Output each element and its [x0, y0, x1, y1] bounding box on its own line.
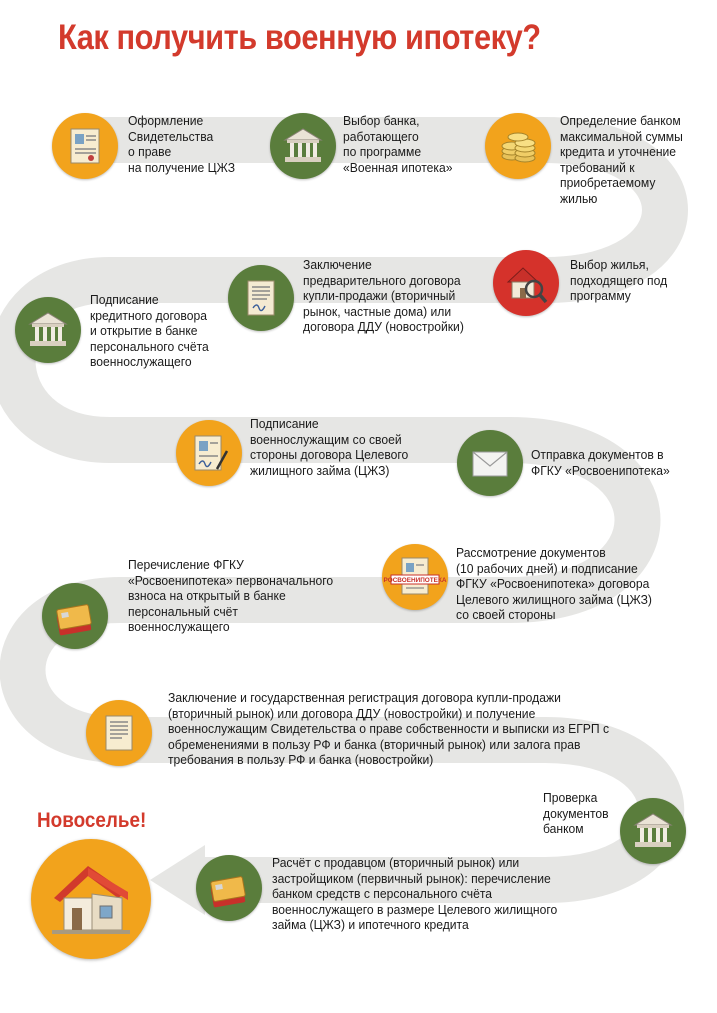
bank-icon — [620, 798, 686, 864]
bank-cards-icon — [42, 583, 108, 649]
certificate-icon — [52, 113, 118, 179]
house-icon — [31, 839, 151, 959]
house-magnifier-icon — [493, 250, 559, 316]
step-7-text: Подписание военнослужащим со своей стороны договора Целевого жилищного займа (ЦЖЗ) — [250, 416, 409, 478]
envelope-icon — [457, 430, 523, 496]
final-label: Новоселье! — [37, 809, 147, 832]
contract-icon — [228, 265, 294, 331]
step-11-text: Заключение и государственная регистрация договора купли-продажи (вторичный рынок) или договора ДДУ (новостройки) и получение военнослужащим Свидетельства о праве собственности и выписки из ЕГРП с обременениями в пользу РФ и банка (вторичный рынок) или залога прав требования в пользу РФ и банка (новостройки) — [168, 690, 610, 768]
document-icon — [86, 700, 152, 766]
page-title: Как получить военную ипотеку? — [58, 18, 541, 57]
step-8-text: Отправка документов в ФГКУ «Росвоенипотека» — [531, 447, 670, 478]
step-5-text: Заключение предварительного договора купли-продажи (вторичный рынок, частные дома) или договора ДДУ (новостройки) — [303, 257, 464, 335]
step-12-text: Проверка документов банком — [543, 790, 609, 837]
step-10-text: Перечисление ФГКУ «Росвоенипотека» первоначального взноса на открытый в банке персональный счёт военнослужащего — [128, 557, 334, 635]
step-4-text: Выбор жилья, подходящего под программу — [570, 257, 668, 304]
bank-icon — [270, 113, 336, 179]
step-6-text: Подписание кредитного договора и открытие в банке персонального счёта военнослужащего — [90, 292, 209, 370]
signed-document-icon — [176, 420, 242, 486]
bank-cards-icon — [196, 855, 262, 921]
coins-icon — [485, 113, 551, 179]
step-1-text: Оформление Свидетельства о праве на получение ЦЖЗ — [128, 113, 236, 175]
step-2-text: Выбор банка, работающего по программе «Военная ипотека» — [343, 113, 453, 175]
stamped-document-icon — [382, 544, 448, 610]
bank-icon — [15, 297, 81, 363]
step-9-text: Рассмотрение документов (10 рабочих дней) и подписание ФГКУ «Росвоенипотека» договора Целевого жилищного займа (ЦЖЗ) со своей стороны — [456, 545, 652, 623]
step-13-text: Расчёт с продавцом (вторичный рынок) или застройщиком (первичный рынок): перечисление банком средств с персонального счёта военнослужащего в размере Целевого жилищного займа (ЦЖЗ) и ипотечного кредита — [272, 855, 558, 933]
step-3-text: Определение банком максимальной суммы кредита и уточнение требований к приобретаемому жилью — [560, 113, 683, 206]
stamp-label: РОСВОЕНИПОТЕКА — [383, 577, 447, 584]
